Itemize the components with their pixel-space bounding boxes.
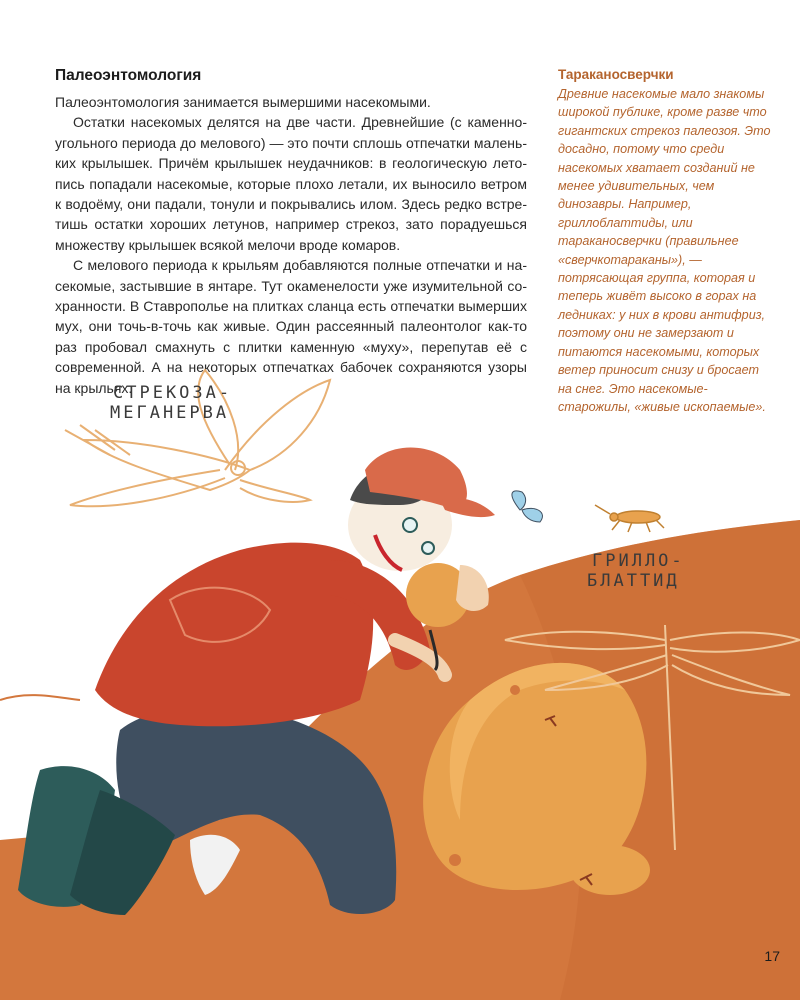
sidebar-heading: Тараканосверчки <box>558 67 674 82</box>
butterfly <box>512 491 543 522</box>
page-number: 17 <box>764 948 780 964</box>
dragonfly-label: МЕГАНЕРВА <box>110 403 230 423</box>
intro-paragraph: Палеоэнтомология занимается вымершими насекомыми. <box>55 94 431 110</box>
dragonfly-label: СТРЕКОЗА- <box>113 383 233 403</box>
sidebar-text: Древние насекомые мало знакомы широкой публике, кроме разве что гигантских стрекоз палеозоя. Это досадно, потому что среди насекомых хватает созданий не менее удивительных, чем динозавры. Например, гриллоблаттиды, или тараканосверчки (правильнее «сверчкотараканы»), — потрясающая группа, которая и теперь живёт высоко в горах на ледниках: у них в крови антифриз, поэтому они не замерзают и питаются насекомыми, которых ветер приносит снизу и бросает на снег. Это насекомые-старожилы, «живые ископаемые». <box>558 87 771 414</box>
grylloblattid-label: ГРИЛЛО- <box>592 551 685 571</box>
body-paragraph: Остатки насекомых делятся на две части. Древнейшие (с каменноугольного периода до мелового) — это почти сплошь отпечатки маленьких крылышек. Причём крылышек неудачников: в геологическую летопись попадали насекомые, которые плохо летали, их выносило ветром к водоёму, они падали, тонули и покрывались илом. Здесь редко встретишь остатки хороших летунов, например стрекоз, зато порадуешься множеству крылышек всякой мелочи вроде комаров. <box>55 114 527 253</box>
body-paragraph: С мелового периода к крыльям добавляются полные отпечатки и насекомые, застывшие в янтаре. Тут окаменелости уже изумительной сохранности. В Ставрополье на плитках сланца есть отпечатки вымерших мух, они точь-в-точь как живые. Один рассеянный палеонтолог как-то раз пробовал смахнуть с плитки каменную «муху», перепутав её с современной. А на некоторых отпечатках бабочек сохраняются узоры на крыльях. <box>55 257 527 396</box>
grylloblattid-label: БЛАТТИД <box>587 571 680 591</box>
grylloblattid-insect <box>595 505 664 532</box>
section-heading: Палеоэнтомология <box>55 67 202 84</box>
